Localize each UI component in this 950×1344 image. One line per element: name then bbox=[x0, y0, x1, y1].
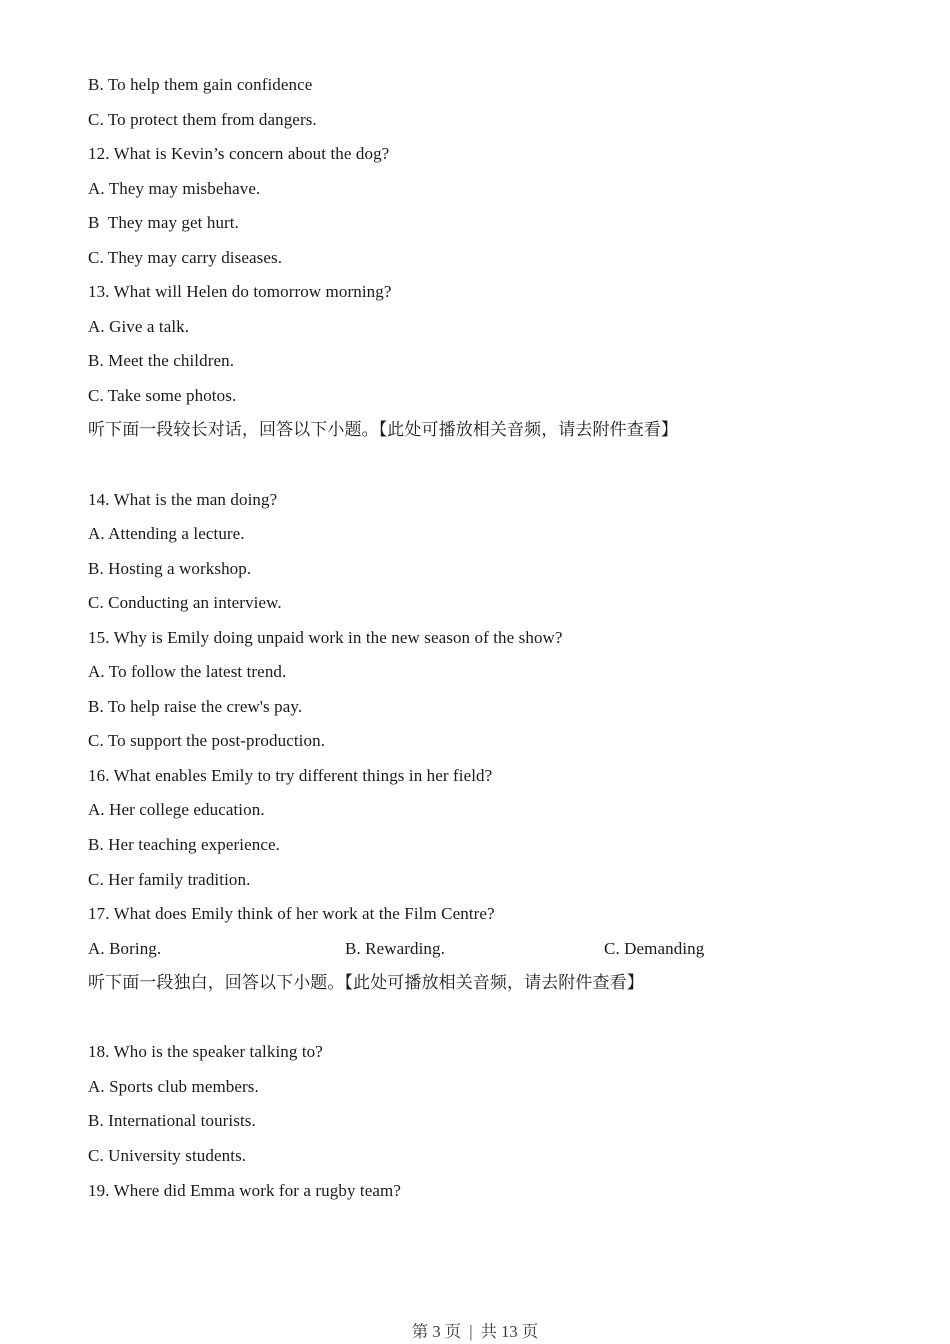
blank-line bbox=[88, 448, 894, 483]
option-line: B. International tourists. bbox=[88, 1111, 256, 1131]
option-line: C. Take some photos. bbox=[88, 385, 237, 405]
option-line: B. Her teaching experience. bbox=[88, 835, 280, 855]
listening-instruction: 听下面一段独白，回答以下小题。【此处可播放相关音频，请去附件查看】 bbox=[88, 973, 644, 993]
option-line: A. They may misbehave. bbox=[88, 178, 261, 198]
option-line: C. Her family tradition. bbox=[88, 869, 251, 889]
document-body bbox=[88, 68, 894, 1208]
option-line: A. Give a talk. bbox=[88, 316, 190, 336]
question-line: 14. What is the man doing? bbox=[88, 489, 278, 509]
question-line: 13. What will Helen do tomorrow morning? bbox=[88, 282, 392, 302]
option-line: B. To help them gain confidence bbox=[88, 75, 313, 94]
option-line: C. To protect them from dangers. bbox=[88, 109, 317, 129]
footer-separator: | bbox=[469, 1322, 473, 1341]
blank-line bbox=[88, 1001, 894, 1036]
option-line: B. Hosting a workshop. bbox=[88, 558, 252, 578]
option-cell: B. Rewarding. bbox=[345, 938, 445, 958]
option-line: B. To help raise the crew's pay. bbox=[88, 696, 303, 716]
question-line: 19. Where did Emma work for a rugby team? bbox=[88, 1180, 401, 1200]
option-line: B. Meet the children. bbox=[88, 351, 235, 371]
option-line: C. To support the post-production. bbox=[88, 731, 326, 751]
option-line: A. Sports club members. bbox=[88, 1076, 259, 1096]
page-footer bbox=[0, 1318, 950, 1342]
question-line: 18. Who is the speaker talking to? bbox=[88, 1042, 323, 1062]
option-line: C. They may carry diseases. bbox=[88, 247, 283, 267]
option-cell: C. Demanding bbox=[604, 938, 705, 958]
question-line: 17. What does Emily think of her work at the Film Centre? bbox=[88, 904, 495, 924]
option-row bbox=[88, 932, 894, 967]
question-line: 15. Why is Emily doing unpaid work in the new season of the show? bbox=[88, 627, 563, 647]
footer-page-number: 第 3 页 bbox=[411, 1322, 462, 1341]
footer-total-pages: 共 13 页 bbox=[480, 1322, 539, 1341]
question-line: 12. What is Kevin’s concern about the dog? bbox=[88, 144, 390, 164]
option-line: A. Her college education. bbox=[88, 800, 265, 820]
question-line: 16. What enables Emily to try different things in her field? bbox=[88, 765, 493, 785]
option-line: A. Attending a lecture. bbox=[88, 524, 245, 544]
option-line: C. Conducting an interview. bbox=[88, 593, 282, 613]
option-line: C. University students. bbox=[88, 1145, 247, 1165]
option-line: A. To follow the latest trend. bbox=[88, 662, 287, 682]
option-cell: A. Boring. bbox=[88, 938, 162, 958]
listening-instruction: 听下面一段较长对话，回答以下小题。【此处可播放相关音频，请去附件查看】 bbox=[88, 420, 678, 440]
option-line: B They may get hurt. bbox=[88, 213, 239, 233]
